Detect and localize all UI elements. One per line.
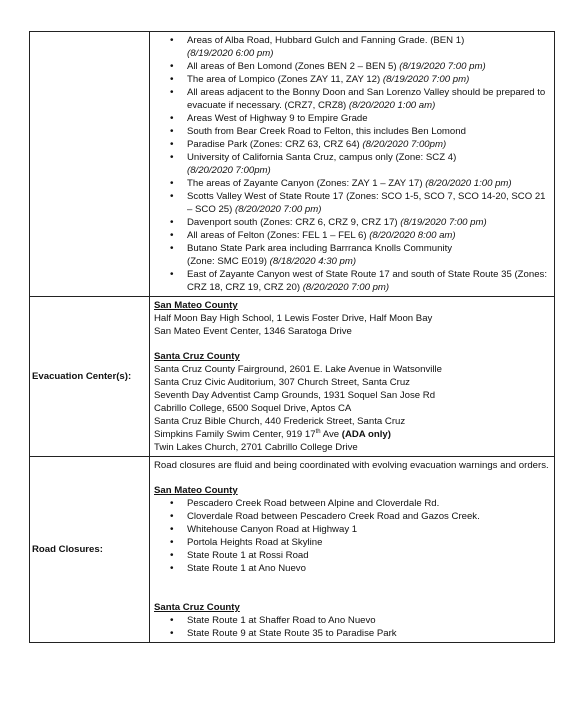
center-item: Seventh Day Adventist Camp Grounds, 1931 Soquel San Jose Rd xyxy=(154,390,436,401)
area-text: All areas of Felton (Zones: FEL 1 – FEL 6) xyxy=(187,230,367,241)
area-text: Areas West of Highway 9 to Empire Grade xyxy=(187,113,368,124)
area-text: All areas of Ben Lomond (Zones BEN 2 – BEN 5) xyxy=(187,61,397,72)
list-item xyxy=(154,34,550,60)
center-item: Cabrillo College, 6500 Soquel Drive, Aptos CA xyxy=(154,403,352,414)
area-date: (8/19/2020 7:00 pm) xyxy=(399,61,486,72)
info-table xyxy=(29,31,555,643)
center-item-simpkins xyxy=(154,428,550,441)
county-heading: Santa Cruz County xyxy=(154,351,240,362)
evacuation-areas-row xyxy=(30,32,555,297)
list-item xyxy=(154,229,550,242)
list-item: • State Route 1 at Rossi Road xyxy=(154,549,550,562)
road-closures-label: Road Closures: xyxy=(30,457,150,643)
center-item: Half Moon Bay High School, 1 Lewis Foster Drive, Half Moon Bay xyxy=(154,313,433,324)
evacuation-centers-label: Evacuation Center(s): xyxy=(30,297,150,457)
area-date: (8/20/2020 7:00pm) xyxy=(187,165,271,176)
list-item: • State Route 1 at Ano Nuevo xyxy=(154,562,550,575)
center-item: Twin Lakes Church, 2701 Cabrillo College Drive xyxy=(154,442,358,453)
list-item: • State Route 1 at Shaffer Road to Ano Nuevo xyxy=(154,614,550,627)
list-item xyxy=(154,242,550,268)
area-date: (8/20/2020 1:00 pm) xyxy=(425,178,512,189)
center-item: Santa Cruz Civic Auditorium, 307 Church Street, Santa Cruz xyxy=(154,377,410,388)
road-closures-row xyxy=(30,457,555,643)
san-mateo-closures-list xyxy=(154,497,550,575)
area-date: (8/18/2020 4:30 pm) xyxy=(269,256,357,267)
area-text: Areas of Alba Road, Hubbard Gulch and Fanning Grade. (BEN 1) xyxy=(187,35,465,46)
center-item: San Mateo Event Center, 1346 Saratoga Drive xyxy=(154,326,352,337)
county-heading: San Mateo County xyxy=(154,300,238,311)
list-item xyxy=(154,125,550,138)
list-item xyxy=(154,112,550,125)
center-name: Simpkins Family Swim Center, 919 17 xyxy=(154,429,316,440)
list-item xyxy=(154,216,550,229)
list-item xyxy=(154,190,550,216)
list-item: • Portola Heights Road at Skyline xyxy=(154,536,550,549)
list-item xyxy=(154,60,550,73)
evacuation-centers-row xyxy=(30,297,555,457)
area-text: Davenport south (Zones: CRZ 6, CRZ 9, CRZ 17) xyxy=(187,217,398,228)
area-text: The area of Lompico (Zones ZAY 11, ZAY 12) xyxy=(187,74,381,85)
center-street: Ave xyxy=(320,429,342,440)
list-item xyxy=(154,73,550,86)
area-date: (8/19/2020 6:00 pm) xyxy=(187,48,274,59)
ordinal-suffix: th xyxy=(315,428,321,435)
row-label-empty xyxy=(30,32,150,297)
area-date: (8/20/2020 1:00 am) xyxy=(348,100,436,111)
area-date: (8/20/2020 7:00pm) xyxy=(362,139,447,150)
area-text: Butano State Park area including Barrranca Knolls Community xyxy=(187,243,453,254)
list-item xyxy=(154,151,550,177)
list-item xyxy=(154,86,550,112)
list-item: • State Route 9 at State Route 35 to Paradise Park xyxy=(154,627,550,640)
area-text: East of Zayante Canyon west of State Route 17 and south of State Route 35 (Zones: CRZ 18, CRZ 19, CRZ 20) xyxy=(187,269,547,293)
center-item: Santa Cruz County Fairground, 2601 E. Lake Avenue in Watsonville xyxy=(154,364,442,375)
area-text: Scotts Valley West of State Route 17 (Zones: SCO 1-5, SCO 7, SCO 14-20, SCO 21 – SCO 25) xyxy=(187,191,546,215)
area-date: (8/20/2020 7:00 pm) xyxy=(302,282,390,293)
evacuation-areas-cell xyxy=(150,32,555,297)
area-date: (8/20/2020 7:00 pm) xyxy=(235,204,322,215)
list-item: • Cloverdale Road between Pescadero Creek Road and Gazos Creek. xyxy=(154,510,550,523)
center-item: Santa Cruz Bible Church, 440 Frederick Street, Santa Cruz xyxy=(154,416,406,427)
closures-intro: Road closures are fluid and being coordinated with evolving evacuation warnings and orders. xyxy=(154,460,549,471)
area-date: (8/19/2020 7:00 pm) xyxy=(400,217,487,228)
ada-note: (ADA only) xyxy=(341,429,391,440)
list-item xyxy=(154,138,550,151)
santa-cruz-closures-list xyxy=(154,614,550,640)
evacuation-areas-list xyxy=(154,34,550,294)
area-text: The areas of Zayante Canyon (Zones: ZAY 1 – ZAY 17) xyxy=(187,178,423,189)
area-text: All areas adjacent to the Bonny Doon and San Lorenzo Valley should be prepared to evacuate if necessary. (CRZ7, CRZ8) xyxy=(187,87,546,111)
area-text: Paradise Park (Zones: CRZ 63, CRZ 64) xyxy=(187,139,360,150)
area-text: University of California Santa Cruz, campus only (Zone: SCZ 4) xyxy=(187,152,457,163)
county-heading: San Mateo County xyxy=(154,485,238,496)
list-item: • Pescadero Creek Road between Alpine and Cloverdale Rd. xyxy=(154,497,550,510)
area-text: South from Bear Creek Road to Felton, this includes Ben Lomond xyxy=(187,126,466,137)
list-item: • Whitehouse Canyon Road at Highway 1 xyxy=(154,523,550,536)
list-item xyxy=(154,177,550,190)
list-item xyxy=(154,268,550,294)
area-date: (8/20/2020 8:00 am) xyxy=(369,230,456,241)
evacuation-centers-cell xyxy=(150,297,555,457)
road-closures-cell xyxy=(150,457,555,643)
county-heading: Santa Cruz County xyxy=(154,602,240,613)
area-zone: (Zone: SMC E019) xyxy=(187,256,267,267)
area-date: (8/19/2020 7:00 pm) xyxy=(382,74,470,85)
